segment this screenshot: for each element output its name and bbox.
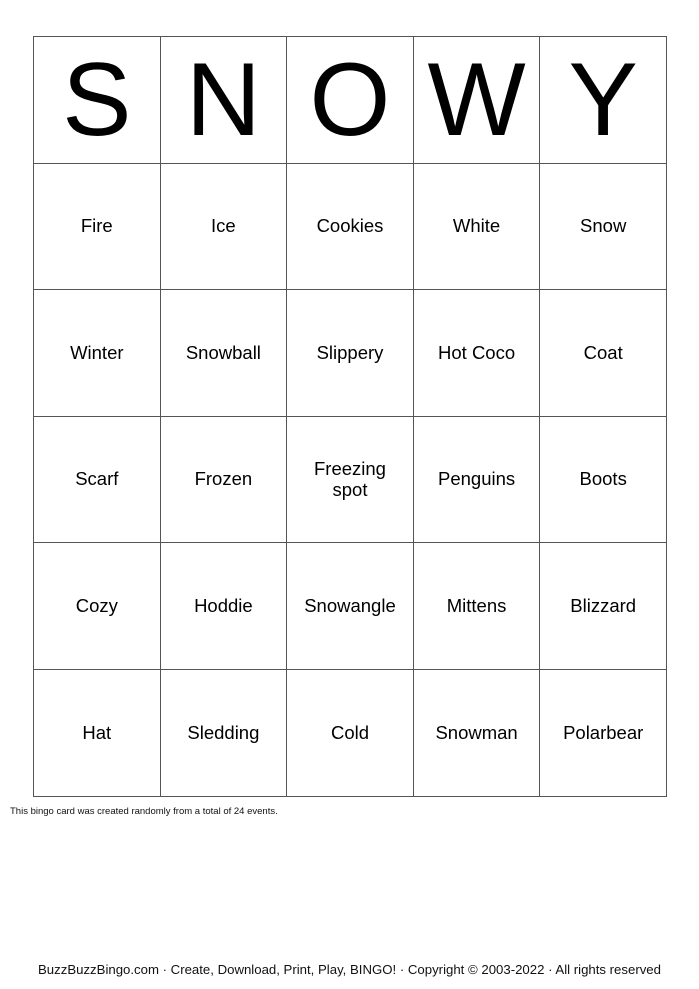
bingo-cell: Snowball — [160, 290, 287, 417]
card-row — [34, 163, 667, 290]
card-row — [34, 290, 667, 417]
bingo-cell: Scarf — [34, 416, 161, 543]
bingo-cell: Snowangle — [287, 543, 414, 670]
bingo-cell: Boots — [540, 416, 667, 543]
header-letter: Y — [540, 37, 667, 164]
bingo-cell: Slippery — [287, 290, 414, 417]
bingo-cell: Cozy — [34, 543, 161, 670]
page-footer: BuzzBuzzBingo.com · Create, Download, Print, Play, BINGO! · Copyright © 2003-2022 · All rights reserved — [38, 962, 661, 977]
bingo-cell: Hot Coco — [413, 290, 540, 417]
bingo-cell: Penguins — [413, 416, 540, 543]
bingo-cell: Hoddie — [160, 543, 287, 670]
card-row — [34, 669, 667, 796]
bingo-cell: Fire — [34, 163, 161, 290]
bingo-cell: Freezing spot — [287, 416, 414, 543]
bingo-cell: Hat — [34, 669, 161, 796]
card-row — [34, 416, 667, 543]
bingo-card — [33, 36, 667, 797]
header-letter: N — [160, 37, 287, 164]
bingo-cell: Frozen — [160, 416, 287, 543]
card-row — [34, 543, 667, 670]
bingo-cell: Ice — [160, 163, 287, 290]
bingo-cell: Polarbear — [540, 669, 667, 796]
bingo-cell: Sledding — [160, 669, 287, 796]
bingo-cell: Coat — [540, 290, 667, 417]
bingo-cell: Cold — [287, 669, 414, 796]
header-letter: W — [413, 37, 540, 164]
bingo-cell: Blizzard — [540, 543, 667, 670]
header-letter: O — [287, 37, 414, 164]
card-note: This bingo card was created randomly from a total of 24 events. — [10, 806, 278, 817]
bingo-cell: Snowman — [413, 669, 540, 796]
bingo-cell: White — [413, 163, 540, 290]
bingo-cell: Cookies — [287, 163, 414, 290]
header-row — [34, 37, 667, 164]
bingo-cell: Winter — [34, 290, 161, 417]
bingo-cell: Snow — [540, 163, 667, 290]
bingo-cell: Mittens — [413, 543, 540, 670]
header-letter: S — [34, 37, 161, 164]
